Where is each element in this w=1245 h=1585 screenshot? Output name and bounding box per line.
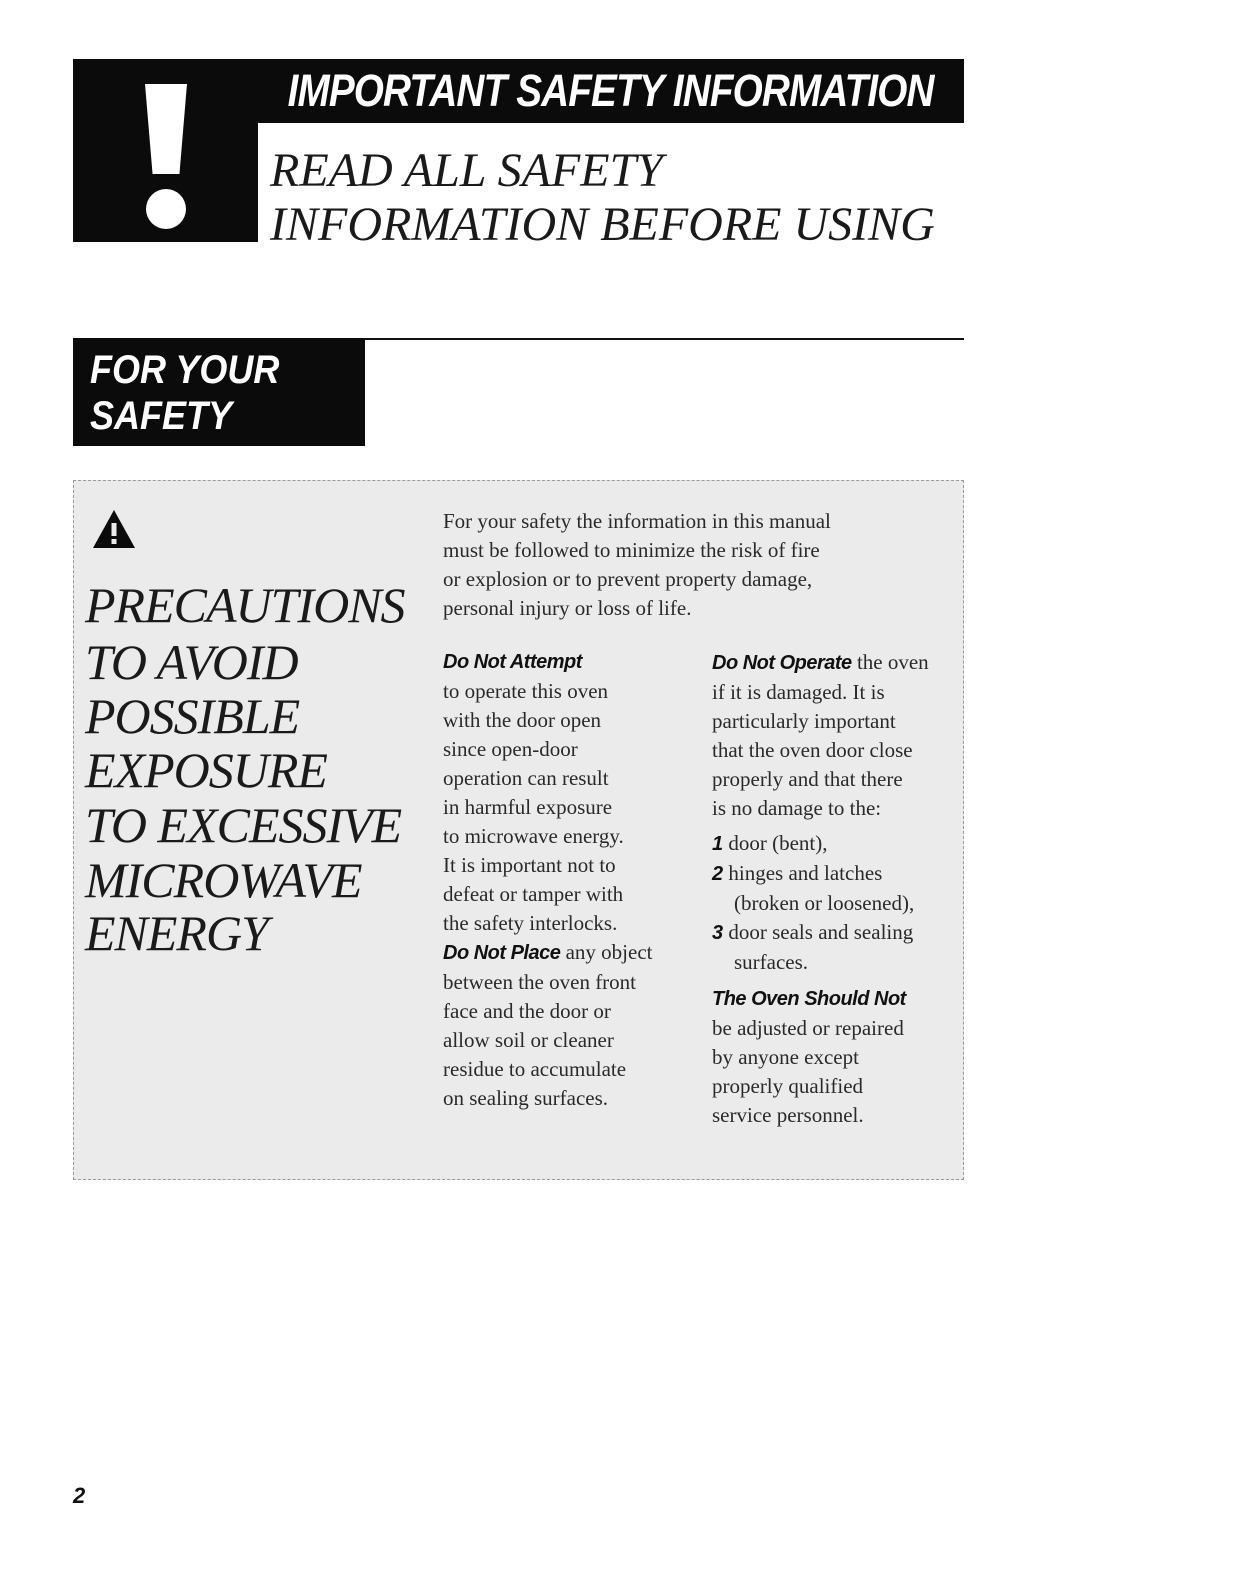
body-line: to operate this oven bbox=[443, 679, 609, 703]
warning-triangle-icon bbox=[92, 509, 136, 549]
precautions-line: PRECAUTIONS bbox=[85, 577, 405, 633]
body-text: any object bbox=[560, 940, 653, 964]
section-tab-line-2: SAFETY bbox=[90, 394, 233, 438]
body-line: with the door open bbox=[443, 708, 602, 732]
precautions-line: EXPOSURE bbox=[85, 742, 327, 798]
precautions-line: TO EXCESSIVE bbox=[85, 797, 402, 853]
column-right bbox=[712, 648, 957, 1130]
body-text: the oven bbox=[851, 650, 929, 674]
body-line: is no damage to the: bbox=[712, 796, 882, 820]
body-line: on sealing surfaces. bbox=[443, 1086, 609, 1110]
body-line: between the oven front bbox=[443, 970, 637, 994]
do-not-place-line bbox=[443, 938, 693, 968]
page-number: 2 bbox=[73, 1483, 86, 1508]
list-item-continuation: (broken or loosened), bbox=[734, 891, 915, 915]
list-text: hinges and latches bbox=[723, 861, 883, 885]
body-line: allow soil or cleaner bbox=[443, 1028, 614, 1052]
list-text: door seals and sealing bbox=[723, 920, 914, 944]
body-line: service personnel. bbox=[712, 1103, 864, 1127]
list-item bbox=[712, 829, 957, 859]
body-line: since open-door bbox=[443, 737, 578, 761]
body-line: that the oven door close bbox=[712, 738, 913, 762]
do-not-operate-line bbox=[712, 648, 957, 678]
column-left bbox=[443, 648, 693, 1113]
precautions-line: ENERGY bbox=[85, 905, 268, 961]
list-item bbox=[712, 859, 957, 889]
body-line: residue to accumulate bbox=[443, 1057, 627, 1081]
exclamation-dot bbox=[146, 189, 186, 229]
body-line: the safety interlocks. bbox=[443, 911, 618, 935]
body-line: by anyone except bbox=[712, 1045, 859, 1069]
body-line: in harmful exposure bbox=[443, 795, 613, 819]
intro-line: or explosion or to prevent property damage, bbox=[443, 567, 813, 591]
list-number: 3 bbox=[712, 922, 724, 944]
body-line: if it is damaged. It is bbox=[712, 680, 885, 704]
precautions-line: POSSIBLE bbox=[85, 688, 300, 744]
list-item-continuation: surfaces. bbox=[734, 950, 809, 974]
body-line: properly qualified bbox=[712, 1074, 864, 1098]
intro-line: For your safety the information in this manual bbox=[443, 509, 831, 533]
do-not-place-heading: Do Not Place bbox=[443, 942, 561, 964]
body-line: It is important not to bbox=[443, 853, 616, 877]
intro-line: personal injury or loss of life. bbox=[443, 596, 692, 620]
do-not-operate-heading: Do Not Operate bbox=[712, 652, 852, 674]
intro-paragraph bbox=[443, 507, 953, 623]
body-line: face and the door or bbox=[443, 999, 611, 1023]
precautions-line: MICROWAVE bbox=[85, 852, 362, 908]
body-line: defeat or tamper with bbox=[443, 882, 624, 906]
body-line: operation can result bbox=[443, 766, 609, 790]
subtitle-line-1: READ ALL SAFETY bbox=[270, 144, 663, 197]
list-number: 1 bbox=[712, 833, 724, 855]
body-line: particularly important bbox=[712, 709, 896, 733]
body-line: properly and that there bbox=[712, 767, 903, 791]
list-text: door (bent), bbox=[723, 831, 828, 855]
list-item bbox=[712, 918, 957, 948]
body-line: to microwave energy. bbox=[443, 824, 624, 848]
section-tab-line-1: FOR YOUR bbox=[90, 348, 280, 392]
section-tab bbox=[73, 338, 365, 446]
body-line: be adjusted or repaired bbox=[712, 1016, 904, 1040]
precautions-line: TO AVOID bbox=[85, 634, 298, 690]
list-number: 2 bbox=[712, 863, 724, 885]
do-not-attempt-heading: Do Not Attempt bbox=[443, 651, 582, 673]
oven-should-not-heading: The Oven Should Not bbox=[712, 988, 906, 1010]
subtitle-line-2: INFORMATION BEFORE USING bbox=[270, 198, 935, 251]
banner-title-text: IMPORTANT SAFETY INFORMATION bbox=[288, 65, 934, 116]
intro-line: must be followed to minimize the risk of fire bbox=[443, 538, 820, 562]
banner-title bbox=[258, 59, 964, 123]
